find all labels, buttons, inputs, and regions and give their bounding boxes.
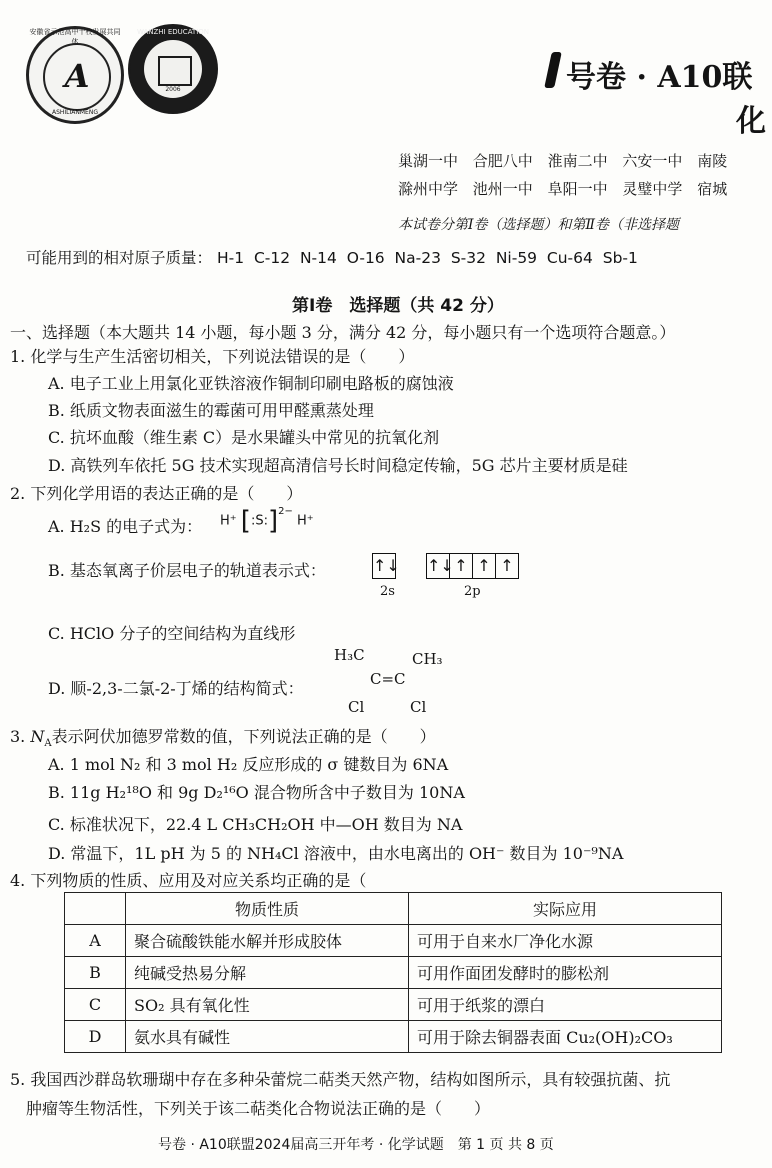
orbital-box-2s <box>372 553 400 579</box>
formula-charge: 2− <box>278 506 293 517</box>
question-2-stem: 2. 下列化学用语的表达正确的是（ ） <box>10 484 303 503</box>
brand-title: 号卷 · A10联 <box>566 60 753 95</box>
atomic-mass: Ni-59 <box>495 249 538 267</box>
bracket-right: ] <box>267 506 279 536</box>
table-row <box>65 957 722 989</box>
question-2-option-b: B. 基态氧离子价层电子的轨道表示式： <box>48 561 326 580</box>
table-cell-key: B <box>65 957 126 989</box>
orbital-cell: ↑↓ <box>427 556 454 575</box>
alliance-logo <box>26 26 124 124</box>
logo-inner-circle <box>144 40 202 98</box>
table-cell-application: 可用于自来水厂净化水源 <box>409 925 722 957</box>
bracket-left: [ <box>240 506 251 536</box>
struct-bottom-left: Cl <box>348 698 365 716</box>
struct-top-left: H₃C <box>334 646 365 664</box>
logo-ring-text: 安徽省示范高中十校发展共同体 <box>29 28 121 46</box>
atomic-mass: S-32 <box>450 249 486 267</box>
orbital-box-2p <box>426 553 519 579</box>
question-1-stem: 1. 化学与生产生活密切相关，下列说法错误的是（ ） <box>10 347 415 366</box>
atomic-mass: Cu-64 <box>546 249 593 267</box>
table-row <box>65 989 722 1021</box>
table-row <box>65 925 722 957</box>
orbital-cell: ↑ <box>472 554 495 578</box>
orbital-cell: ↑ <box>449 554 472 578</box>
question-2-option-c: C. HClO 分子的空间结构为直线形 <box>48 624 296 643</box>
table-cell-application: 可用于除去铜器表面 Cu₂(OH)₂CO₃ <box>409 1021 722 1053</box>
atomic-mass: H-1 <box>216 249 245 267</box>
section-title: 第Ⅰ卷 选择题（共 42 分） <box>292 296 504 316</box>
properties-table <box>64 892 722 1053</box>
question-3-stem <box>10 724 436 749</box>
school: 淮南二中 <box>547 152 608 170</box>
formula-sulfur: :S: <box>250 513 268 529</box>
table-cell-property: SO₂ 具有氧化性 <box>126 989 409 1021</box>
question-5-line-2: 肿瘤等生物活性，下列关于该二萜类化合物说法正确的是（ ） <box>26 1099 491 1118</box>
question-3-option-c: C. 标准状况下，22.4 L CH₃CH₂OH 中—OH 数目为 NA <box>48 815 463 834</box>
question-5-line-1: 5. 我国西沙群岛软珊瑚中存在多种朵蕾烷二萜类天然产物，结构如图所示，具有较强抗菌、抗 <box>10 1070 671 1089</box>
table-row <box>65 1021 722 1053</box>
building-icon <box>158 56 192 86</box>
question-1-option-a: A. 电子工业上用氯化亚铁溶液作铜制印刷电路板的腐蚀液 <box>48 374 454 393</box>
logo-ring-bottom: ASHILIANMENG <box>51 109 98 116</box>
table-cell-property: 聚合硫酸铁能水解并形成胶体 <box>126 925 409 957</box>
question-4-stem: 4. 下列物质的性质、应用及对应关系均正确的是（ <box>10 871 367 890</box>
table-cell-property: 氨水具有碱性 <box>126 1021 409 1053</box>
atomic-mass-label: 可能用到的相对原子质量： <box>26 249 213 267</box>
logo-ring-text: WANZHI EDUCATION <box>136 28 210 36</box>
question-3-option-d: D. 常温下，1L pH 为 5 的 NH₄Cl 溶液中，由水电离出的 OH⁻ 数目为 10⁻⁹NA <box>48 844 624 863</box>
table-cell-key: A <box>65 925 126 957</box>
school-row-2 <box>398 178 772 199</box>
atomic-mass-line <box>26 246 638 268</box>
page-footer: 号卷 · A10联盟2024届高三开年考 · 化学试题 第 1 页 共 8 页 <box>158 1137 554 1153</box>
atomic-mass: Na-23 <box>394 249 441 267</box>
logo-inner-circle <box>43 43 111 111</box>
atomic-mass: N-14 <box>299 249 337 267</box>
wanzhi-education-logo <box>128 24 218 114</box>
table-header-cell: 实际应用 <box>409 893 722 925</box>
school: 六安一中 <box>622 152 683 170</box>
exam-note: 本试卷分第Ⅰ卷（选择题）和第Ⅱ卷（非选择题 <box>398 217 680 233</box>
table-header-cell: 物质性质 <box>126 893 409 925</box>
electron-formula <box>220 506 314 536</box>
section-instruction: 一、选择题（本大题共 14 小题，每小题 3 分，满分 42 分，每小题只有一个选项符合题意。） <box>10 323 676 342</box>
brand-stroke-icon <box>544 52 562 88</box>
q3-number: 3. <box>10 727 31 746</box>
table-cell-property: 纯碱受热易分解 <box>126 957 409 989</box>
school: 灵璧中学 <box>622 180 683 198</box>
school: 南陵 <box>697 152 728 170</box>
orbital-cell: ↑ <box>495 554 518 578</box>
logo-year: 2006 <box>165 86 181 93</box>
question-1-option-d: D. 高铁列车依托 5G 技术实现超高清信号长时间稳定传输，5G 芯片主要材质是硅 <box>48 456 628 475</box>
table-header-cell <box>65 893 126 925</box>
table-cell-key: D <box>65 1021 126 1053</box>
school-row-1 <box>398 150 772 171</box>
formula-h-left: H⁺ <box>220 513 237 529</box>
struct-double-bond: C=C <box>370 670 406 688</box>
struct-top-right: CH₃ <box>412 650 443 668</box>
school: 合肥八中 <box>472 152 533 170</box>
formula-h-right: H⁺ <box>297 513 314 529</box>
table-cell-key: C <box>65 989 126 1021</box>
school: 阜阳一中 <box>547 180 608 198</box>
atomic-mass: O-16 <box>346 249 385 267</box>
avogadro-subscript: A <box>44 738 52 750</box>
school: 宿城 <box>697 180 728 198</box>
school: 滁州中学 <box>398 180 459 198</box>
orbital-label-2s: 2s <box>380 584 395 599</box>
question-3-option-a: A. 1 mol N₂ 和 3 mol H₂ 反应形成的 σ 键数目为 6NA <box>48 755 449 774</box>
school: 巢湖一中 <box>398 152 459 170</box>
q3-stem-text: 表示阿伏加德罗常数的值，下列说法正确的是（ ） <box>51 727 436 746</box>
question-2-option-a: A. H₂S 的电子式为： <box>48 517 203 536</box>
atomic-mass: C-12 <box>253 249 291 267</box>
logo-mark: A <box>64 57 90 95</box>
orbital-cell: ↑↓ <box>373 556 400 575</box>
struct-bottom-right: Cl <box>410 698 427 716</box>
question-1-option-c: C. 抗坏血酸（维生素 C）是水果罐头中常见的抗氧化剂 <box>48 428 440 447</box>
subject-title: 化 <box>736 104 766 139</box>
table-header-row <box>65 893 722 925</box>
table-cell-application: 可用于纸浆的漂白 <box>409 989 722 1021</box>
table-cell-application: 可用作面团发酵时的膨松剂 <box>409 957 722 989</box>
avogadro-symbol: N <box>30 727 45 746</box>
question-3-option-b: B. 11g H₂¹⁸O 和 9g D₂¹⁶O 混合物所含中子数目为 10NA <box>48 783 465 802</box>
orbital-label-2p: 2p <box>464 584 481 599</box>
question-2-option-d: D. 顺-2,3-二氯-2-丁烯的结构简式： <box>48 679 304 698</box>
atomic-mass: Sb-1 <box>602 249 638 267</box>
question-1-option-b: B. 纸质文物表面滋生的霉菌可用甲醛熏蒸处理 <box>48 401 374 420</box>
school: 池州一中 <box>472 180 533 198</box>
